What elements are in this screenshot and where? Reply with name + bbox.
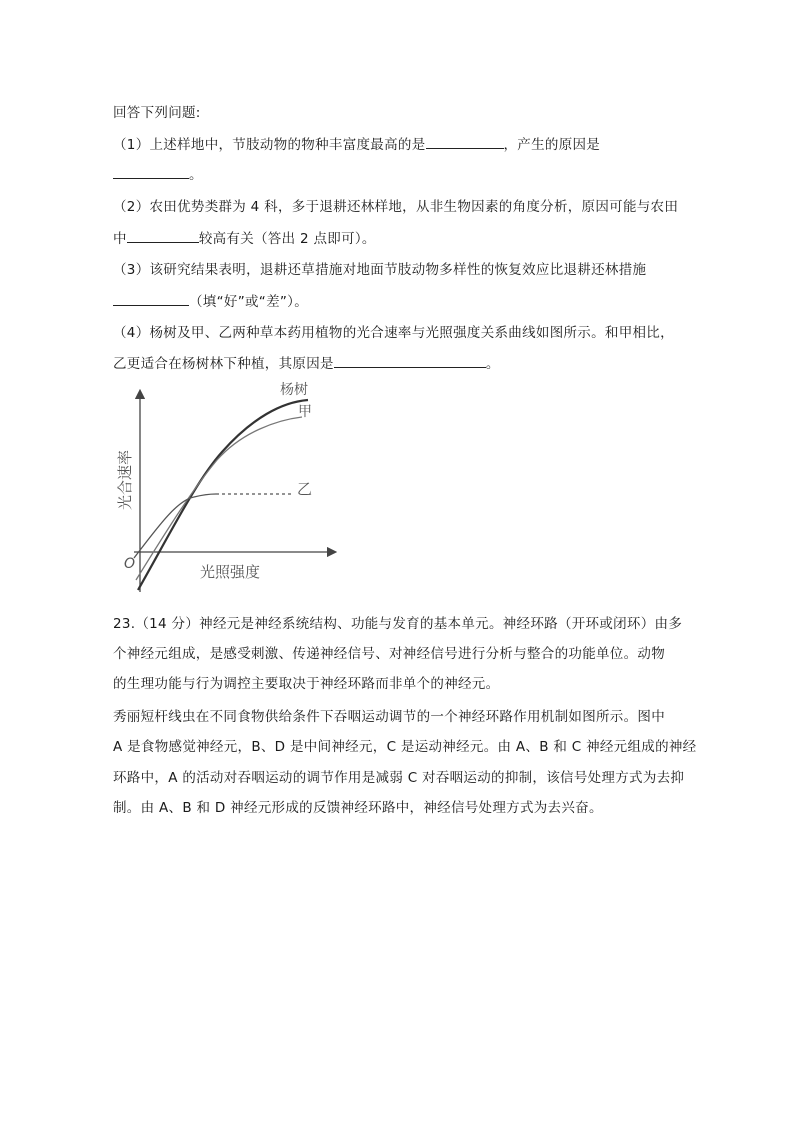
photosynthesis-figure (112, 380, 342, 602)
x-axis-label: 光照强度 (200, 563, 261, 581)
question-4-line-2 (113, 353, 500, 374)
q1-answer-blank-1[interactable] (426, 134, 504, 149)
q1-text-a: （1）上述样地中，节肢动物的物种丰富度最高的是 (113, 137, 426, 153)
question-1-line-2 (113, 164, 203, 185)
q23-line-3: 的生理功能与行为调控主要取决于神经环路而非单个的神经元。 (113, 676, 500, 692)
question-1-line-1 (113, 134, 600, 155)
q1-text-b: ，产生的原因是 (503, 137, 601, 153)
label-jia: 甲 (298, 404, 312, 420)
question-3-line-1: （3）该研究结果表明，退耕还草措施对地面节肢动物多样性的恢复效应比退耕还林措施 (113, 262, 647, 278)
q3-text-b: （填“好”或“差”）。 (189, 294, 309, 310)
q4-text-b: 乙更适合在杨树林下种植，其原因是 (113, 356, 334, 372)
q1-text-c: 。 (189, 167, 203, 183)
q2-text-c: 较高有关（答出 2 点即可）。 (198, 231, 376, 247)
y-axis-label: 光合速率 (116, 449, 134, 510)
label-yi: 乙 (297, 480, 313, 498)
q3-answer-blank[interactable] (113, 291, 189, 306)
q23-line-7: 制。由 A、B 和 D 神经元形成的反馈神经环路中，神经信号处理方式为去兴奋。 (113, 800, 603, 816)
origin-label: O (124, 556, 136, 572)
q4-text-c: 。 (485, 356, 500, 372)
q23-line-1: 23.（14 分）神经元是神经系统结构、功能与发育的基本单元。神经环路（开环或闭环）由多 (113, 616, 683, 632)
q23-line-2: 个神经元组成，是感受刺激、传递神经信号、对神经信号进行分析与整合的功能单位。动物 (113, 646, 665, 662)
question-3-line-2 (113, 291, 308, 312)
curve-yi (134, 494, 216, 558)
question-2-line-2 (113, 228, 376, 249)
q1-answer-blank-2[interactable] (113, 164, 189, 179)
q23-line-5: A 是食物感觉神经元，B、D 是中间神经元，C 是运动神经元。由 A、B 和 C 神经元组成的神经 (113, 739, 697, 755)
curve-jia (136, 417, 302, 580)
q4-answer-blank[interactable] (334, 353, 486, 368)
intro-text: 回答下列问题: (113, 105, 201, 121)
question-4-line-1: （4）杨树及甲、乙两种草本药用植物的光合速率与光照强度关系曲线如图所示。和甲相比， (113, 325, 674, 341)
curve-poplar (138, 400, 308, 590)
q2-text-b: 中 (113, 231, 127, 247)
q2-answer-blank[interactable] (127, 228, 199, 243)
q23-line-6: 环路中，A 的活动对吞咽运动的调节作用是减弱 C 对吞咽运动的抑制，该信号处理方式为去抑 (113, 770, 685, 786)
q23-line-4: 秀丽短杆线虫在不同食物供给条件下吞咽运动调节的一个神经环路作用机制如图所示。图中 (113, 709, 665, 725)
photosynthesis-chart (112, 380, 342, 602)
question-2-line-1: （2）农田优势类群为 4 科，多于退耕还林样地，从非生物因素的角度分析，原因可能与农田 (113, 199, 679, 215)
label-poplar: 杨树 (280, 382, 308, 398)
